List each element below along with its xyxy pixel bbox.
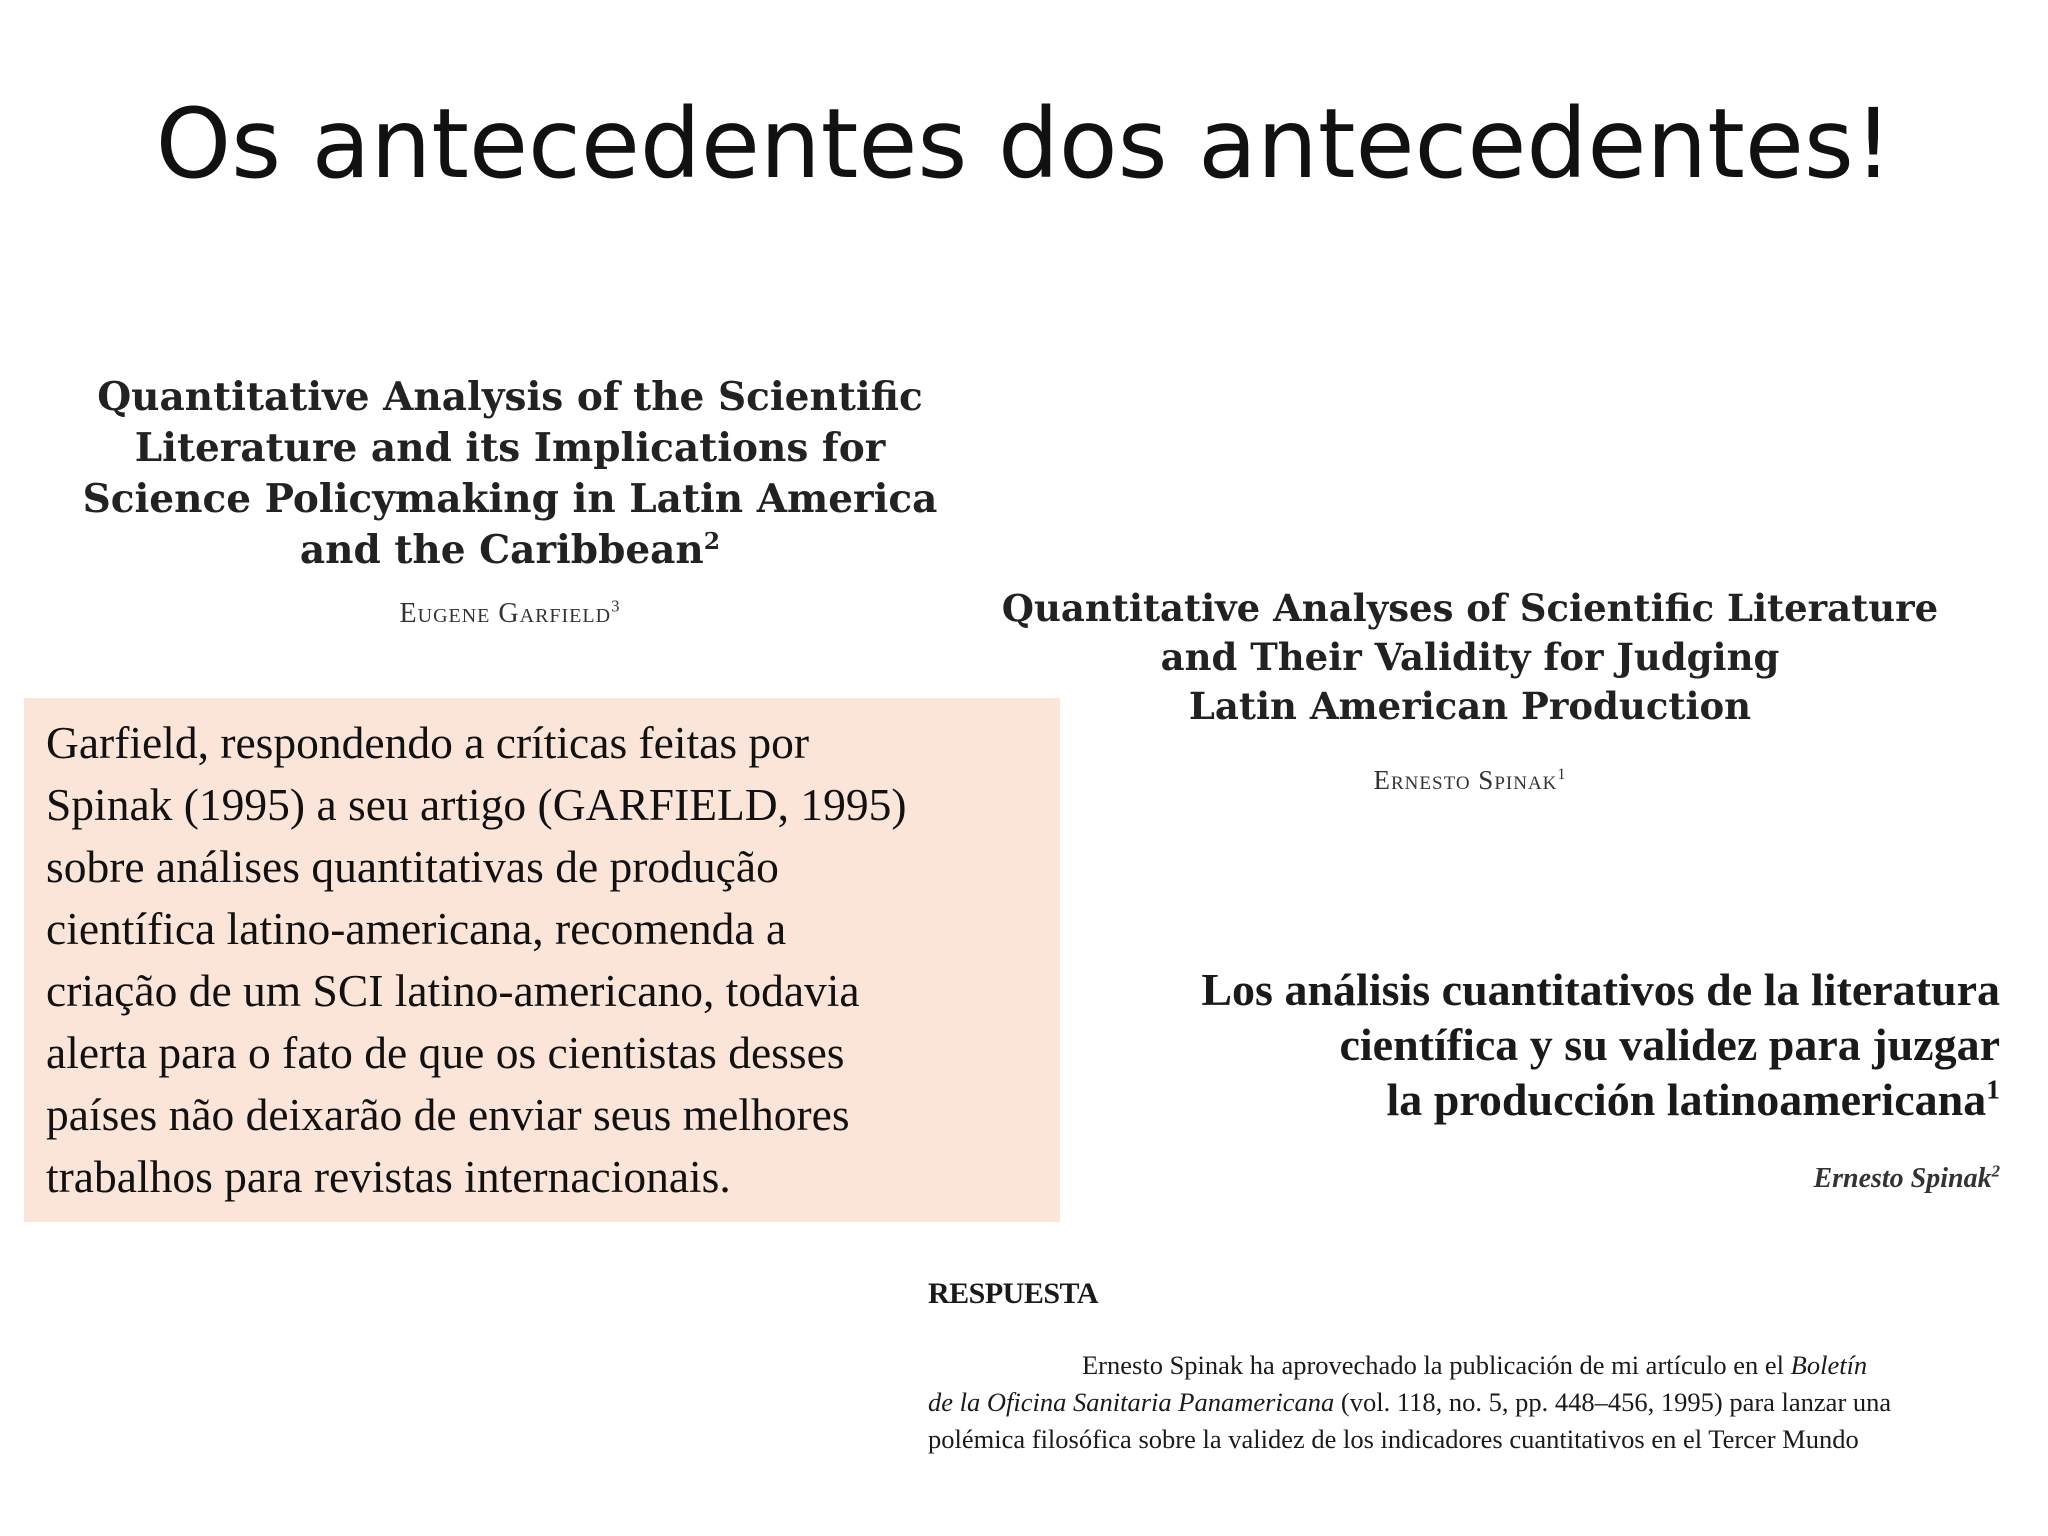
spinak-english-paper-title [985, 584, 1955, 731]
quote-line: Spinak (1995) a seu artigo (GARFIELD, 1995) [46, 779, 907, 830]
garfield-author-name: Eugene Garfield [399, 598, 612, 629]
garfield-paper-title [60, 372, 960, 576]
quote-box [24, 698, 1060, 1222]
spinak-en-author [985, 765, 1955, 796]
respuesta-heading: RESPUESTA [928, 1277, 1098, 1310]
spinak-es-author [1100, 1163, 2000, 1195]
quote-line: científica latino-americana, recomenda a [46, 903, 787, 954]
spinak-es-title-line: Los análisis cuantitativos de la literatura [1201, 964, 2000, 1015]
garfield-title-line: Quantitative Analysis of the Scientific [97, 374, 923, 420]
spinak-es-title-line: científica y su validez para juzgar [1339, 1019, 2000, 1070]
respuesta-italic-segment: de la Oficina Sanitaria Panamericana [928, 1387, 1335, 1417]
garfield-paper-header [60, 372, 960, 630]
quote-line: criação de um SCI latino-americano, todavia [46, 965, 860, 1016]
garfield-title-line: Literature and its Implications for [134, 425, 886, 471]
spinak-spanish-paper-title [1100, 962, 2000, 1127]
spinak-en-title-line: Latin American Production [1188, 684, 1752, 728]
quote-line: trabalhos para revistas internacionais. [46, 1151, 731, 1202]
quote-line: Garfield, respondendo a críticas feitas por [46, 717, 810, 768]
spinak-en-author-name: Ernesto Spinak [1373, 765, 1558, 795]
quote-line: alerta para o fato de que os cientistas desses [46, 1027, 845, 1078]
spinak-es-author-name: Ernesto Spinak [1813, 1163, 1992, 1194]
respuesta-text-segment: (vol. 118, no. 5, pp. 448–456, 1995) para lanzar una [1334, 1387, 1892, 1417]
respuesta-line [928, 1384, 1998, 1421]
respuesta-line [928, 1421, 1998, 1458]
quote-text [46, 712, 1040, 1208]
spinak-es-author-footnote: 2 [1991, 1161, 2000, 1181]
respuesta-text [928, 1347, 1998, 1458]
slide-title: Os antecedentes dos antecedentes! [155, 88, 1893, 200]
quote-line: países não deixarão de enviar seus melhores [46, 1089, 850, 1140]
garfield-title-line: and the Caribbean [299, 527, 704, 573]
spinak-en-author-footnote: 1 [1557, 765, 1567, 783]
garfield-author-footnote: 3 [611, 596, 621, 616]
respuesta-italic-segment: Boletín [1790, 1350, 1868, 1380]
respuesta-excerpt [928, 1277, 1998, 1458]
garfield-title-footnote: 2 [703, 527, 721, 555]
respuesta-text-segment: Ernesto Spinak ha aprovechado la publicación de mi artículo en el [1082, 1350, 1791, 1380]
spinak-english-paper-header [985, 584, 1955, 796]
garfield-author [60, 598, 960, 630]
respuesta-text-segment: polémica filosófica sobre la validez de los indicadores cuantitativos en el Tercer Mundo [928, 1424, 1859, 1454]
spinak-es-title-footnote: 1 [1986, 1073, 2000, 1105]
quote-line: sobre análises quantitativas de produção [46, 841, 779, 892]
spinak-spanish-paper-header [1100, 962, 2000, 1195]
spinak-en-title-line: Quantitative Analyses of Scientific Literature [1001, 586, 1939, 630]
spinak-es-title-line: la producción latinoamericana [1386, 1074, 1987, 1125]
garfield-title-line: Science Policymaking in Latin America [82, 476, 938, 522]
respuesta-line [928, 1347, 1998, 1384]
spinak-en-title-line: and Their Validity for Judging [1160, 635, 1780, 679]
